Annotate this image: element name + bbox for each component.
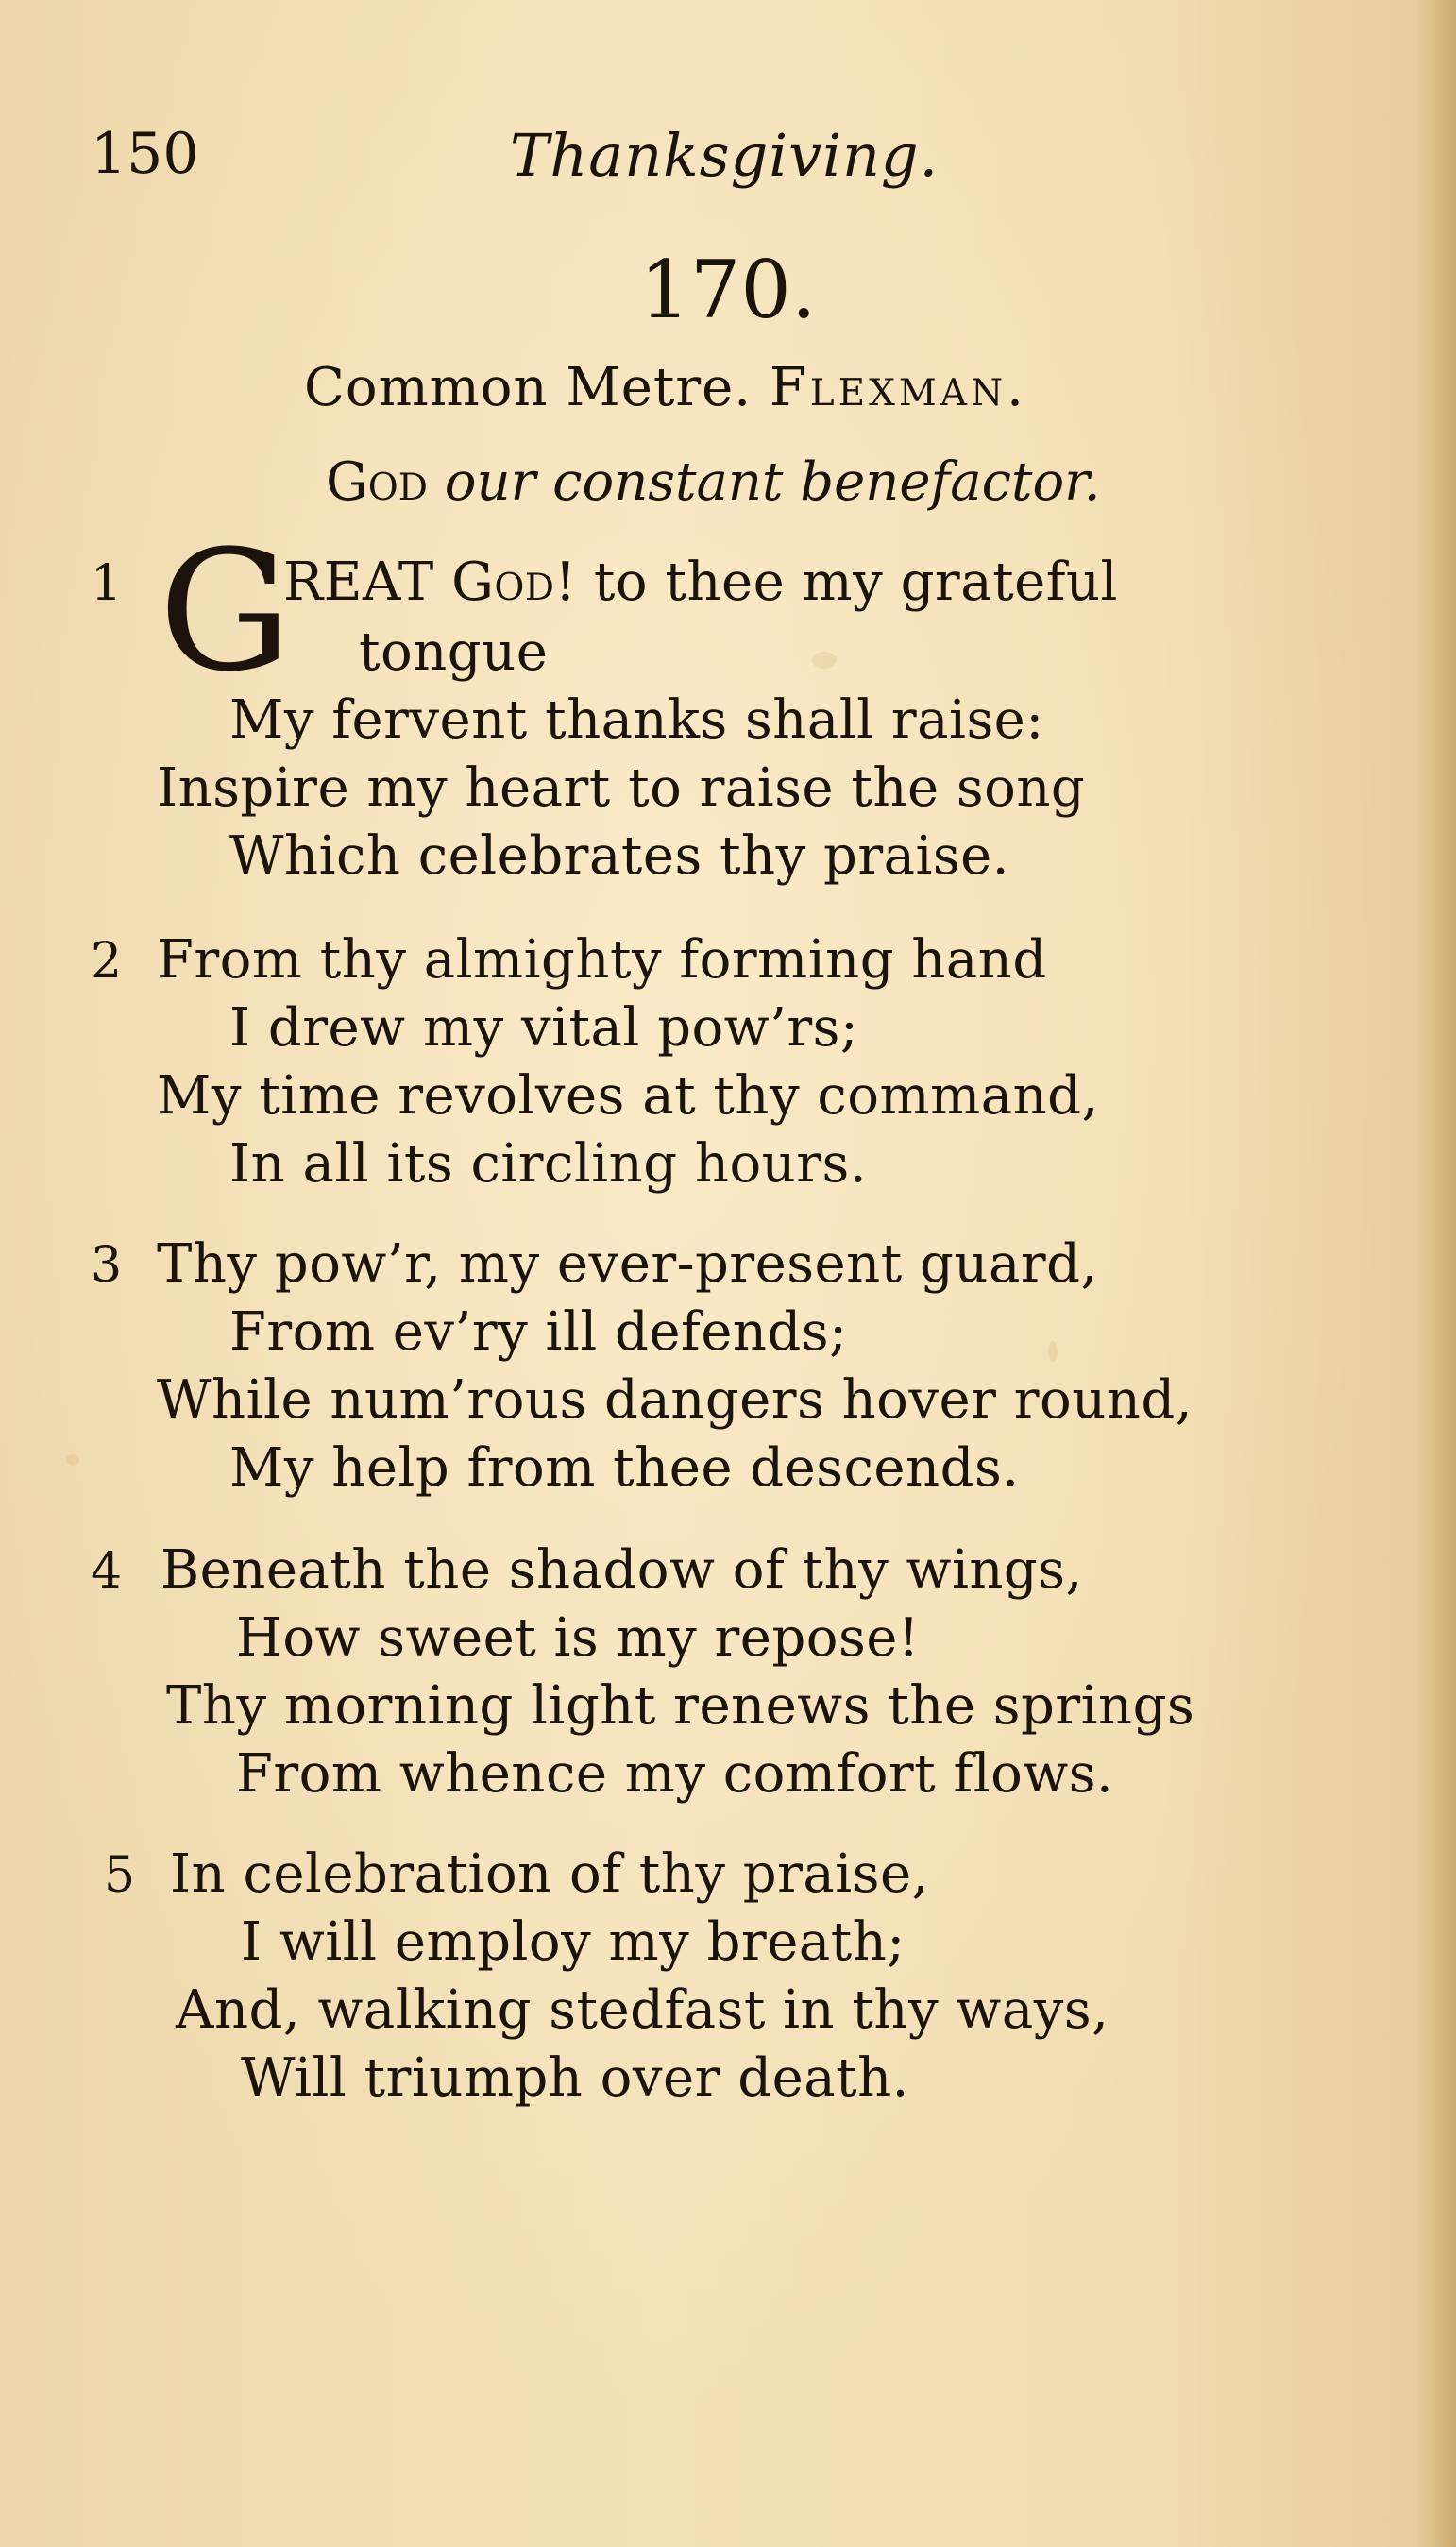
line-smallcaps: God <box>451 552 555 613</box>
verse-line: How sweet is my repose! <box>236 1607 920 1669</box>
page-header <box>0 111 1456 196</box>
paper-stain <box>1048 1341 1058 1362</box>
verse-number: 3 <box>91 1237 123 1294</box>
verse-line: And, walking stedfast in thy ways, <box>176 1979 1109 2041</box>
verse-line: Thy pow’r, my ever-present guard, <box>157 1233 1098 1295</box>
metre-label: Common Metre. <box>304 357 753 418</box>
verse-line: Inspire my heart to raise the song <box>157 757 1086 819</box>
verse-line: From thy almighty forming hand <box>157 929 1047 991</box>
hymn-number: 170. <box>639 244 817 336</box>
verse-line: My fervent thanks shall raise: <box>229 689 1044 751</box>
verse-number: 1 <box>91 555 123 612</box>
verse-line: In celebration of thy praise, <box>170 1843 929 1905</box>
metre-line <box>304 357 1027 418</box>
verse-number: 4 <box>91 1543 123 1600</box>
verse-line: Thy morning light renews the springs <box>166 1675 1195 1737</box>
verse-number: 5 <box>104 1847 136 1904</box>
verse-line: From whence my comfort flows. <box>236 1743 1114 1805</box>
verse-line: While num’rous dangers hover round, <box>157 1369 1194 1431</box>
line-rest: ! to thee my grateful <box>554 552 1118 613</box>
running-head: Thanksgiving. <box>510 121 940 190</box>
verse-line: My help from thee descends. <box>229 1437 1020 1499</box>
subject-rest: our constant benefactor. <box>444 451 1101 513</box>
hymn-subject <box>326 451 1101 513</box>
verse-line: Beneath the shadow of thy wings, <box>161 1539 1083 1601</box>
verse-line: Will triumph over death. <box>241 2047 909 2109</box>
page-number: 150 <box>91 121 199 187</box>
verse-line: I will employ my breath; <box>241 1911 906 1973</box>
verse-line: In all its circling hours. <box>229 1133 868 1195</box>
verse-line: My time revolves at thy command, <box>157 1065 1099 1127</box>
verse-line: Which celebrates thy praise. <box>229 825 1010 887</box>
verse-line: From ev’ry ill defends; <box>229 1301 848 1363</box>
drop-cap: G <box>159 515 292 708</box>
verse-line: I drew my vital pow’rs; <box>229 997 859 1059</box>
verse-number: 2 <box>91 933 123 990</box>
verse-line: tongue <box>359 621 549 683</box>
line-lead: REAT <box>283 552 452 613</box>
verse-line <box>283 552 1118 613</box>
paper-stain <box>66 1454 79 1466</box>
paper-stain <box>812 652 837 669</box>
page-edge-shadow <box>1416 0 1456 2547</box>
hymn-author: Flexman. <box>769 357 1027 418</box>
subject-lead: God <box>326 451 428 513</box>
